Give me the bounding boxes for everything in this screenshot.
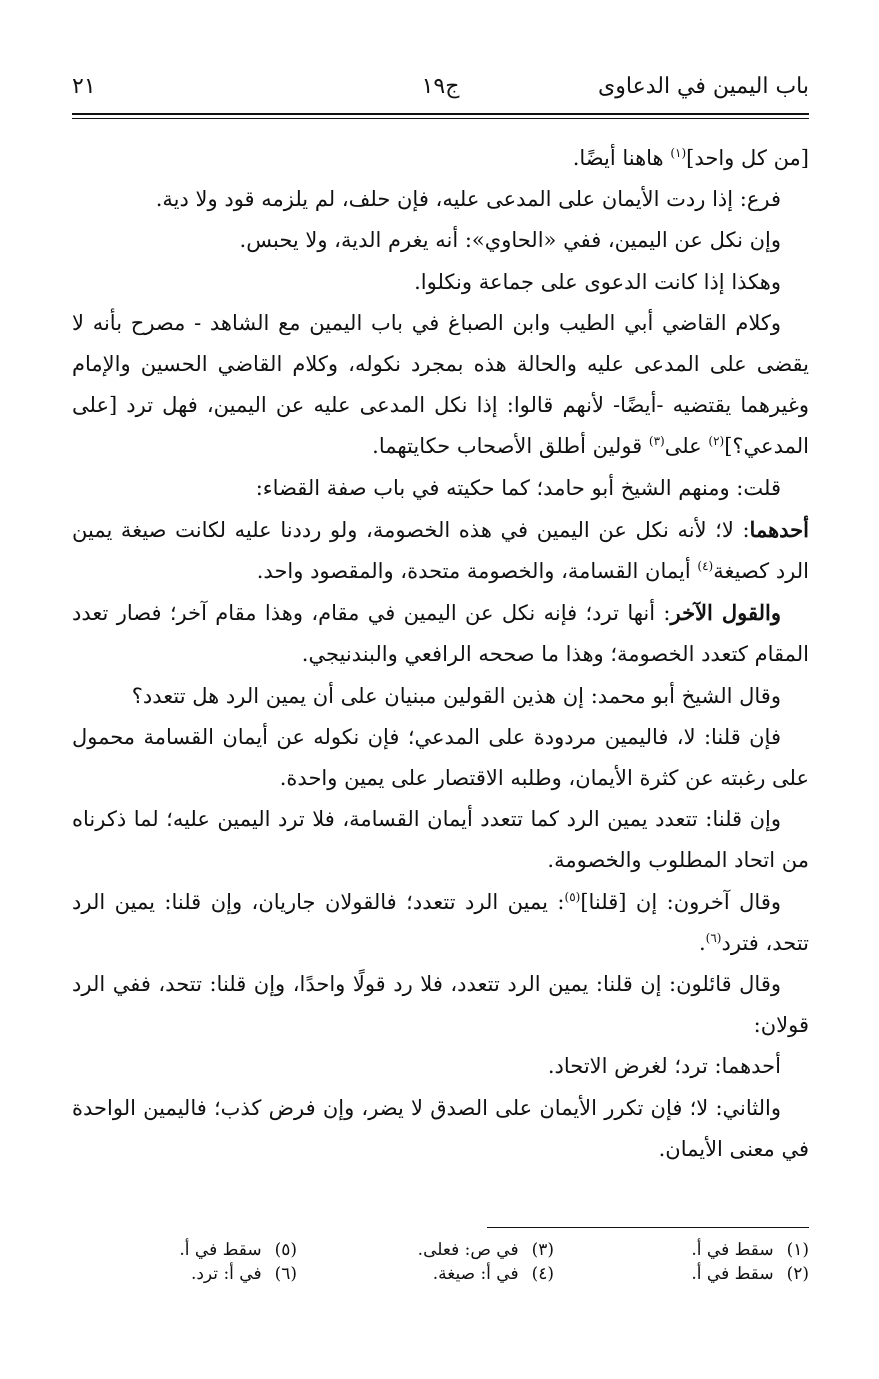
footnote (57, 1238, 297, 1262)
text-run: قولين أطلق الأصحاب حكايتهما. (372, 434, 649, 459)
page-number: ٢١ (72, 74, 96, 99)
paragraph (72, 509, 809, 592)
bold-term: أحدهما (749, 516, 809, 542)
text-run: وإن قلنا: تتعدد يمين الرد كما تتعدد أيمان القسامة، فلا ترد اليمين عليه؛ لما ذكرناه من اتحاد المطلوب والخصومة. (72, 807, 809, 873)
footnote-number: (٦) (274, 1264, 297, 1284)
paragraph (72, 1046, 809, 1087)
text-run: وإن نكل عن اليمين، ففي «الحاوي»: أنه يغرم الدية، ولا يحبس. (239, 228, 781, 253)
text-run: : لا؛ لأنه نكل عن اليمين في هذه الخصومة، ولو رددنا عليه لكانت صيغة يمين الرد كصيغة (72, 517, 809, 584)
text-run: هاهنا أيضًا. (572, 146, 671, 170)
paragraph (72, 468, 809, 509)
running-header (72, 70, 809, 110)
footnote-column (57, 1238, 297, 1286)
body-text (72, 138, 809, 1170)
text-run: فإن قلنا: لا، فاليمين مردودة على المدعي؛ فإن نكوله عن أيمان القسامة محمول على رغبته عن كثرة الأيمان، وطلبه الاقتصار على يمين واحدة. (72, 724, 809, 791)
header-rule (72, 113, 809, 115)
paragraph (72, 882, 809, 964)
footnote (569, 1238, 809, 1262)
footnote-number: (٣) (531, 1240, 554, 1260)
footnote-rule (487, 1227, 809, 1228)
footnote-ref: (٥) (564, 889, 581, 904)
footnote-text: سقط في أ. (179, 1240, 262, 1260)
paragraph (72, 592, 809, 675)
paragraph (72, 220, 809, 261)
footnote (314, 1262, 554, 1286)
text-run: قلت: ومنهم الشيخ أبو حامد؛ كما حكيته في باب صفة القضاء: (255, 475, 781, 500)
header-rule-thin (72, 118, 809, 119)
footnote-ref: (١) (670, 146, 687, 160)
paragraph (72, 262, 809, 303)
footnote (569, 1262, 809, 1286)
text-run: : يمين الرد تتعدد؛ فالقولان جاريان، وإن قلنا: يمين الرد تتحد، فترد (72, 889, 809, 955)
footnote-column (569, 1238, 809, 1286)
text-run: . (698, 930, 706, 955)
paragraph (72, 1088, 809, 1170)
text-run: فرع: إذا ردت الأيمان على المدعى عليه، فإن حلف، لم يلزمه قود ولا دية. (155, 187, 781, 212)
bold-term: والقول الآخر (670, 600, 781, 626)
footnote-number: (٥) (274, 1240, 297, 1260)
chapter-title: باب اليمين في الدعاوى (598, 74, 809, 99)
footnote-ref: (٦) (705, 930, 722, 945)
footnote (57, 1262, 297, 1286)
paragraph (72, 717, 809, 799)
paragraph (72, 179, 809, 220)
text-run: [من كل واحد] (686, 146, 809, 170)
paragraph (72, 964, 809, 1046)
footnote-ref: (٢) (708, 434, 725, 449)
text-run: أحدهما: ترد؛ لغرض الاتحاد. (547, 1054, 781, 1079)
text-run: وقال الشيخ أبو محمد: إن هذين القولين مبنيان على أن يمين الرد هل تتعدد؟ (131, 683, 781, 708)
footnote-text: سقط في أ. (691, 1240, 774, 1260)
paragraph (72, 303, 809, 468)
volume-label: ج١٩ (421, 74, 460, 99)
text-run: والثاني: لا؛ فإن تكرر الأيمان على الصدق لا يضر، وإن فرض كذب؛ فاليمين الواحدة في معنى الأيمان. (72, 1095, 809, 1161)
text-run: وقال قائلون: إن قلنا: يمين الرد تتعدد، فلا رد قولًا واحدًا، وإن قلنا: تتحد، ففي الرد قولان: (72, 972, 809, 1038)
footnote-number: (٢) (786, 1264, 809, 1284)
footnote-ref: (٣) (648, 434, 665, 449)
footnote-number: (١) (786, 1240, 809, 1260)
footnote-ref: (٤) (697, 559, 714, 574)
footnote-text: في أ: ترد. (190, 1264, 262, 1284)
paragraph (72, 676, 809, 717)
footnote-text: في ص: فعلى. (417, 1240, 519, 1260)
text-run: وهكذا إذا كانت الدعوى على جماعة ونكلوا. (414, 269, 781, 294)
paragraph (72, 138, 809, 179)
text-run: وكلام القاضي أبي الطيب وابن الصباغ في باب اليمين مع الشاهد - مصرح بأنه لا يقضى على المدعى عليه والحالة هذه بمجرد نكوله، وكلام القاضي الحسين والإمام وغيرهما يقتضيه -أيضًا- لأنهم قالوا: إذا نكل المدعى عليه عن اليمين، فهل ترد [على المدعي؟] (72, 310, 809, 459)
footnote-number: (٤) (531, 1264, 554, 1284)
text-run: أيمان القسامة، والخصومة متحدة، والمقصود واحد. (256, 559, 698, 584)
text-run: : أنها ترد؛ فإنه نكل عن اليمين في مقام، وهذا مقام آخر؛ فصار تعدد المقام كتعدد الخصومة؛ وهذا ما صححه الرافعي والبندنيجي. (72, 601, 809, 667)
text-run: وقال آخرون: إن [قلنا] (580, 889, 782, 914)
footnote-text: سقط في أ. (691, 1264, 774, 1284)
paragraph (72, 799, 809, 881)
text-run: على (664, 434, 709, 459)
footnote-text: في أ: صيغة. (432, 1264, 519, 1284)
footnote (314, 1238, 554, 1262)
footnote-column (314, 1238, 554, 1286)
